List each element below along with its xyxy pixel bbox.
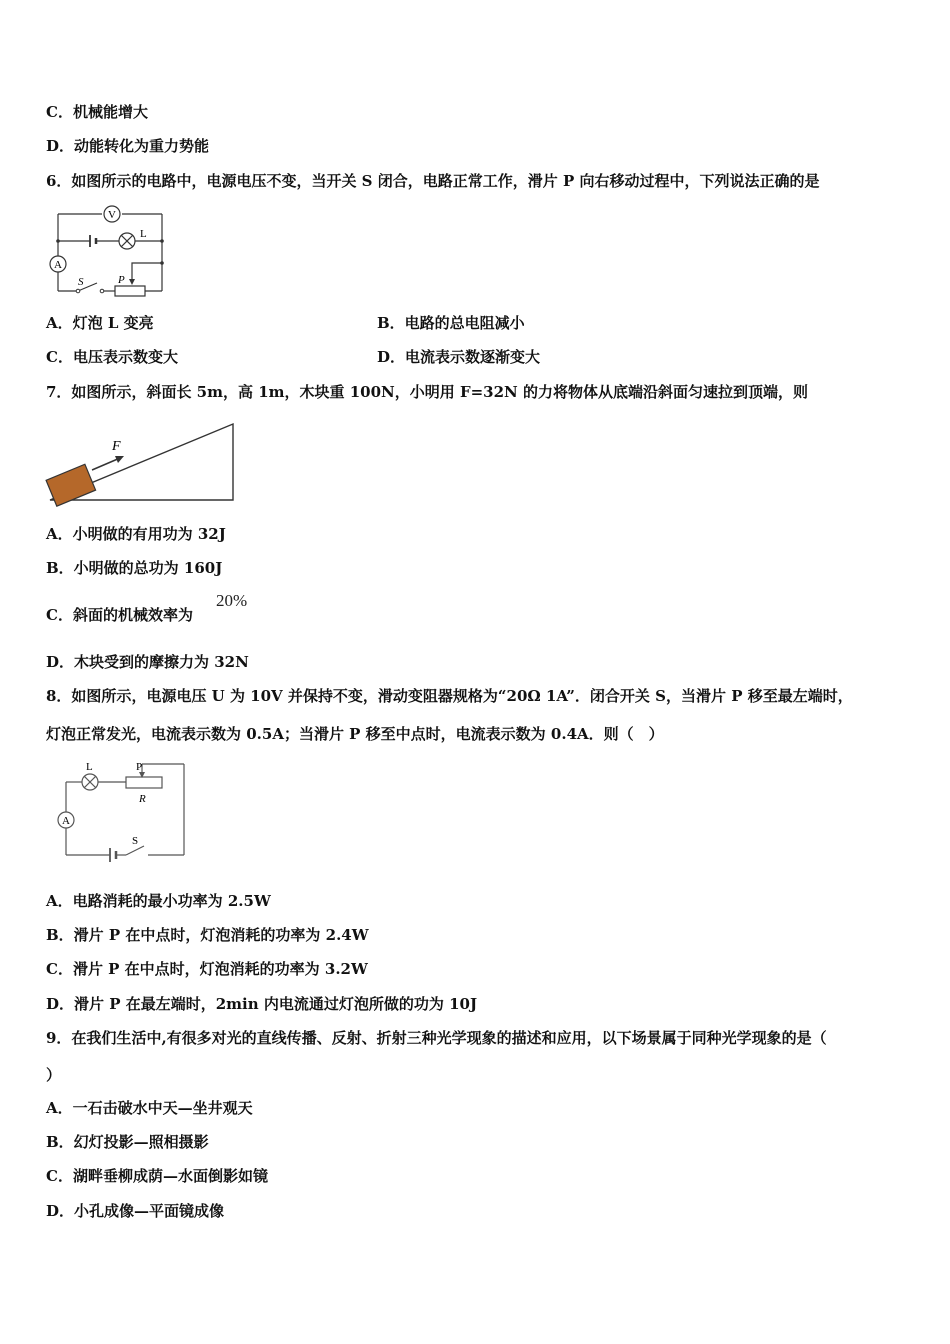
q9-option-a: A．一石击破水中天—坐井观天 xyxy=(46,1099,253,1117)
q7-option-a: A．小明做的有用功为 32J xyxy=(46,525,226,543)
q9-option-c: C．湖畔垂柳成荫—水面倒影如镜 xyxy=(46,1167,268,1185)
q8-stem-line2: 灯泡正常发光，电流表示数为 0.5A；当滑片 P 移至中点时，电流表示数为 0.4A．则（ ） xyxy=(46,725,664,743)
rheostat-label: R xyxy=(139,793,146,805)
q9-stem-line1: 9．在我们生活中,有很多对光的直线传播、反射、折射三种光学现象的描述和应用，以下场景属于同种光学现象的是（ xyxy=(46,1029,827,1047)
q9-option-b: B．幻灯投影—照相摄影 xyxy=(46,1133,209,1151)
q8-circuit-diagram xyxy=(50,756,195,868)
q9-stem-line2: ） xyxy=(46,1066,62,1084)
q8-stem-line1: 8．如图所示，电源电压 U 为 10V 并保持不变，滑动变阻器规格为“20Ω 1A”．闭合开关 S，当滑片 P 移至最左端时， xyxy=(46,687,853,705)
q6-stem: 6．如图所示的电路中，电源电压不变，当开关 S 闭合，电路正常工作，滑片 P 向右移动过程中，下列说法正确的是 xyxy=(46,172,820,190)
ammeter-label: A xyxy=(62,815,70,827)
force-label: F xyxy=(112,439,121,454)
lamp-label: L xyxy=(140,228,147,240)
ammeter-label: A xyxy=(54,259,62,271)
q7-stem: 7．如图所示，斜面长 5m，高 1m，木块重 100N，小明用 F=32N 的力将物体从底端沿斜面匀速拉到顶端，则 xyxy=(46,383,808,401)
q7-option-c-value: 20% xyxy=(216,591,248,610)
q7-option-c: C．斜面的机械效率为 xyxy=(46,606,193,624)
q7-option-b: B．小明做的总功为 160J xyxy=(46,559,223,577)
q7-option-d: D．木块受到的摩擦力为 32N xyxy=(46,653,249,671)
q5-option-c: C．机械能增大 xyxy=(46,103,148,121)
slider-label: P xyxy=(118,274,125,286)
q7-incline-diagram xyxy=(44,418,239,508)
q8-option-d: D．滑片 P 在最左端时，2min 内电流通过灯泡所做的功为 10J xyxy=(46,995,478,1013)
q9-option-d: D．小孔成像—平面镜成像 xyxy=(46,1202,225,1220)
slider-label: P xyxy=(136,761,143,773)
lamp-label: L xyxy=(86,761,93,773)
voltmeter-label: V xyxy=(108,209,116,221)
q8-option-c: C．滑片 P 在中点时，灯泡消耗的功率为 3.2W xyxy=(46,960,368,978)
q6-option-b: B．电路的总电阻减小 xyxy=(377,314,525,332)
q6-option-d: D．电流表示数逐渐变大 xyxy=(377,348,541,366)
q5-option-d: D．动能转化为重力势能 xyxy=(46,137,210,155)
switch-label: S xyxy=(78,276,84,288)
q8-option-b: B．滑片 P 在中点时，灯泡消耗的功率为 2.4W xyxy=(46,926,369,944)
q6-circuit-diagram xyxy=(44,203,174,298)
switch-label: S xyxy=(132,835,139,847)
q8-option-a: A．电路消耗的最小功率为 2.5W xyxy=(46,892,271,910)
q6-option-a: A．灯泡 L 变亮 xyxy=(46,314,154,332)
q6-option-c: C．电压表示数变大 xyxy=(46,348,178,366)
